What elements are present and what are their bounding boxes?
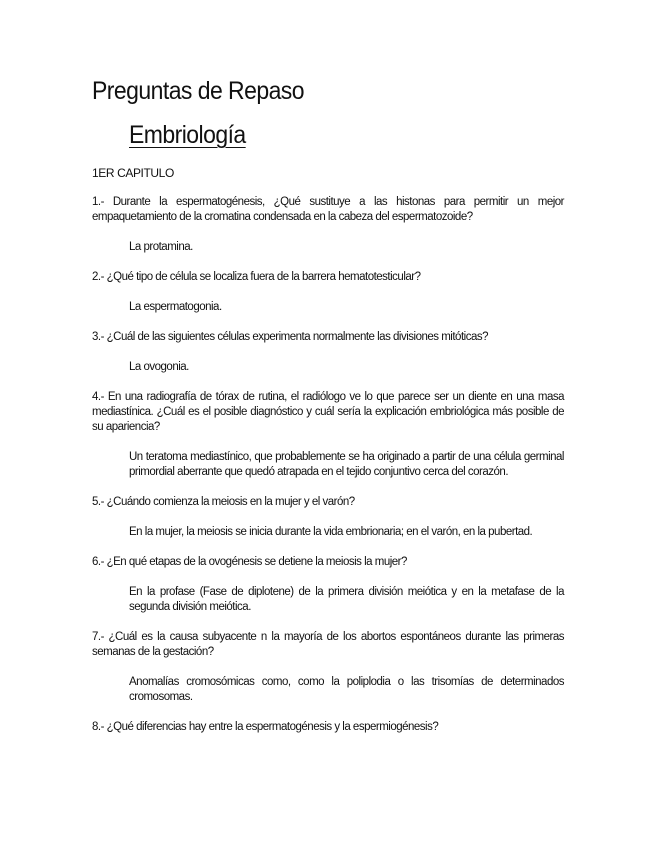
answer-7: Anomalías cromosómicas como, como la poliplodia o las trisomías de determinados cromosomas. (129, 676, 564, 703)
answer-5: En la mujer, la meiosis se inicia durante la vida embrionaria; en el varón, en la pubertad. (129, 526, 533, 538)
question-2: 2.- ¿Qué tipo de célula se localiza fuera de la barrera hematotesticular? (92, 271, 421, 283)
question-7: 7.- ¿Cuál es la causa subyacente n la mayoría de los abortos espontáneos durante las primeras semanas de la gestación? (92, 631, 564, 658)
page-subtitle: Embriología (129, 121, 246, 149)
chapter-heading: 1ER CAPITULO (92, 166, 174, 180)
answer-6: En la profase (Fase de diplotene) de la primera división meiótica y en la metafase de la segunda división meiótica. (129, 586, 564, 613)
answer-4: Un teratoma mediastínico, que probablemente se ha originado a partir de una célula germinal primordial aberrante que quedó atrapada en el tejido conjuntivo cerca del corazón. (129, 451, 564, 478)
answer-1: La protamina. (129, 241, 193, 253)
question-6: 6.- ¿En qué etapas de la ovogénesis se detiene la meiosis la mujer? (92, 556, 407, 568)
answer-3: La ovogonia. (129, 361, 189, 373)
question-1: 1.- Durante la espermatogénesis, ¿Qué sustituye a las histonas para permitir un mejor empaquetamiento de la cromatina condensada en la cabeza del espermatozoide? (92, 196, 564, 223)
page-title: Preguntas de Repaso (92, 77, 305, 105)
answer-2: La espermatogonia. (129, 301, 222, 313)
question-list (92, 195, 564, 735)
question-5: 5.- ¿Cuándo comienza la meiosis en la mujer y el varón? (92, 496, 355, 508)
question-8: 8.- ¿Qué diferencias hay entre la espermatogénesis y la espermiogénesis? (92, 721, 439, 733)
question-4: 4.- En una radiografía de tórax de rutina, el radiólogo ve lo que parece ser un diente en una masa mediastínica. ¿Cuál es el posible diagnóstico y cuál sería la explicación embriológica más posible de su apariencia? (92, 391, 564, 433)
question-3: 3.- ¿Cuál de las siguientes células experimenta normalmente las divisiones mitóticas? (92, 331, 488, 343)
